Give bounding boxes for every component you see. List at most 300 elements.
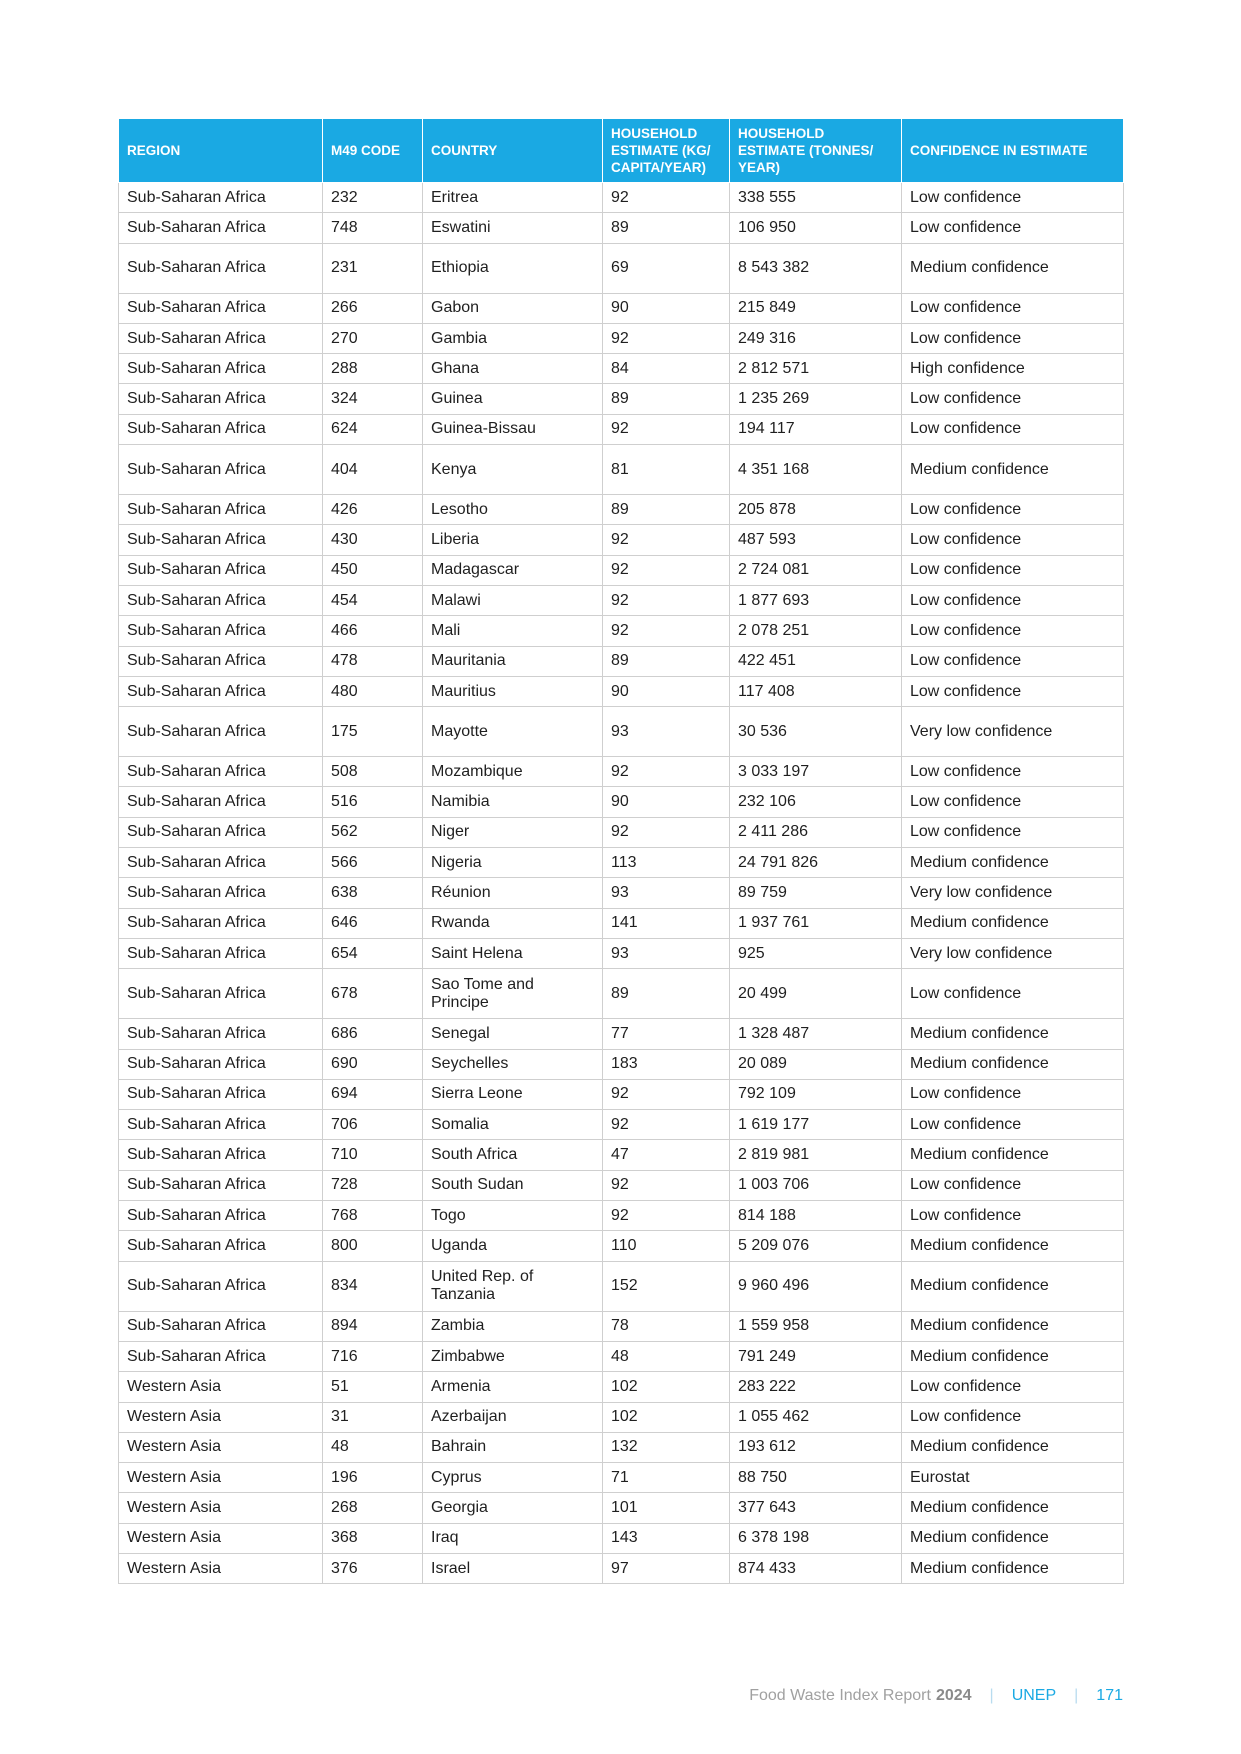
table-row [119, 646, 1124, 676]
cell-m49-code: 516 [323, 787, 423, 817]
table-row [119, 585, 1124, 615]
table-row [119, 183, 1124, 213]
cell-region: Sub-Saharan Africa [119, 1231, 323, 1261]
footer-report-year: 2024 [935, 1687, 972, 1704]
cell-region: Sub-Saharan Africa [119, 323, 323, 353]
cell-region: Sub-Saharan Africa [119, 1341, 323, 1371]
table-row [119, 1553, 1124, 1583]
table-body [119, 183, 1124, 1584]
cell-region: Sub-Saharan Africa [119, 1261, 323, 1311]
footer-org: UNEP [1011, 1687, 1057, 1704]
cell-household-kg: 102 [603, 1372, 730, 1402]
cell-household-tonnes: 1 055 462 [730, 1402, 902, 1432]
table-row [119, 848, 1124, 878]
table-header-row [119, 119, 1124, 183]
cell-household-kg: 90 [603, 293, 730, 323]
cell-confidence: Medium confidence [902, 1231, 1124, 1261]
cell-household-kg: 141 [603, 908, 730, 938]
cell-confidence: Medium confidence [902, 908, 1124, 938]
cell-m49-code: 232 [323, 183, 423, 213]
cell-confidence: Medium confidence [902, 243, 1124, 293]
cell-household-kg: 113 [603, 848, 730, 878]
cell-m49-code: 728 [323, 1170, 423, 1200]
cell-household-kg: 110 [603, 1231, 730, 1261]
cell-m49-code: 270 [323, 323, 423, 353]
cell-region: Sub-Saharan Africa [119, 414, 323, 444]
cell-confidence: Low confidence [902, 414, 1124, 444]
cell-confidence: Medium confidence [902, 1049, 1124, 1079]
cell-household-tonnes: 5 209 076 [730, 1231, 902, 1261]
cell-region: Sub-Saharan Africa [119, 676, 323, 706]
cell-household-tonnes: 1 235 269 [730, 384, 902, 414]
cell-country: Mozambique [423, 757, 603, 787]
cell-country: United Rep. of Tanzania [423, 1261, 603, 1311]
cell-country: South Sudan [423, 1170, 603, 1200]
cell-region: Sub-Saharan Africa [119, 646, 323, 676]
cell-household-tonnes: 9 960 496 [730, 1261, 902, 1311]
cell-m49-code: 508 [323, 757, 423, 787]
cell-confidence: Low confidence [902, 787, 1124, 817]
cell-household-kg: 97 [603, 1553, 730, 1583]
cell-household-tonnes: 24 791 826 [730, 848, 902, 878]
table-row [119, 1019, 1124, 1049]
cell-household-tonnes: 249 316 [730, 323, 902, 353]
cell-household-tonnes: 8 543 382 [730, 243, 902, 293]
table-row [119, 1523, 1124, 1553]
cell-household-tonnes: 117 408 [730, 676, 902, 706]
cell-region: Western Asia [119, 1432, 323, 1462]
cell-household-tonnes: 791 249 [730, 1341, 902, 1371]
cell-household-kg: 93 [603, 878, 730, 908]
cell-household-tonnes: 6 378 198 [730, 1523, 902, 1553]
cell-household-kg: 89 [603, 969, 730, 1019]
data-table [118, 118, 1124, 1584]
cell-household-tonnes: 1 877 693 [730, 585, 902, 615]
cell-confidence: Low confidence [902, 1372, 1124, 1402]
cell-m49-code: 646 [323, 908, 423, 938]
table-row [119, 323, 1124, 353]
cell-household-kg: 89 [603, 213, 730, 243]
cell-household-kg: 92 [603, 1201, 730, 1231]
cell-m49-code: 231 [323, 243, 423, 293]
cell-household-tonnes: 925 [730, 938, 902, 968]
cell-household-tonnes: 814 188 [730, 1201, 902, 1231]
cell-confidence: Low confidence [902, 1170, 1124, 1200]
table-row [119, 384, 1124, 414]
cell-household-kg: 93 [603, 938, 730, 968]
cell-confidence: Medium confidence [902, 1311, 1124, 1341]
cell-household-kg: 92 [603, 1170, 730, 1200]
cell-region: Sub-Saharan Africa [119, 183, 323, 213]
cell-household-kg: 89 [603, 495, 730, 525]
cell-region: Sub-Saharan Africa [119, 878, 323, 908]
cell-confidence: Very low confidence [902, 707, 1124, 757]
cell-m49-code: 706 [323, 1110, 423, 1140]
cell-m49-code: 710 [323, 1140, 423, 1170]
cell-household-tonnes: 2 819 981 [730, 1140, 902, 1170]
cell-confidence: Low confidence [902, 183, 1124, 213]
cell-country: Zambia [423, 1311, 603, 1341]
cell-country: Mauritania [423, 646, 603, 676]
cell-household-kg: 132 [603, 1432, 730, 1462]
cell-confidence: Medium confidence [902, 1140, 1124, 1170]
cell-country: Madagascar [423, 555, 603, 585]
cell-household-kg: 143 [603, 1523, 730, 1553]
cell-m49-code: 31 [323, 1402, 423, 1432]
cell-country: Lesotho [423, 495, 603, 525]
cell-household-tonnes: 88 750 [730, 1463, 902, 1493]
cell-region: Sub-Saharan Africa [119, 1170, 323, 1200]
cell-country: Sierra Leone [423, 1079, 603, 1109]
header-country: COUNTRY [423, 119, 603, 183]
cell-confidence: Low confidence [902, 495, 1124, 525]
cell-household-kg: 102 [603, 1402, 730, 1432]
cell-m49-code: 268 [323, 1493, 423, 1523]
cell-region: Sub-Saharan Africa [119, 757, 323, 787]
table-row [119, 1231, 1124, 1261]
cell-country: Georgia [423, 1493, 603, 1523]
table-row [119, 293, 1124, 323]
cell-region: Sub-Saharan Africa [119, 817, 323, 847]
cell-confidence: Low confidence [902, 676, 1124, 706]
cell-country: Uganda [423, 1231, 603, 1261]
header-confidence: CONFIDENCE IN ESTIMATE [902, 119, 1124, 183]
cell-region: Sub-Saharan Africa [119, 1311, 323, 1341]
table-row [119, 414, 1124, 444]
cell-m49-code: 638 [323, 878, 423, 908]
cell-household-tonnes: 193 612 [730, 1432, 902, 1462]
cell-confidence: Low confidence [902, 1110, 1124, 1140]
table-row [119, 817, 1124, 847]
cell-m49-code: 288 [323, 354, 423, 384]
cell-m49-code: 430 [323, 525, 423, 555]
cell-household-tonnes: 2 812 571 [730, 354, 902, 384]
cell-confidence: Medium confidence [902, 1432, 1124, 1462]
table-row [119, 757, 1124, 787]
cell-household-kg: 77 [603, 1019, 730, 1049]
cell-region: Sub-Saharan Africa [119, 293, 323, 323]
cell-confidence: Very low confidence [902, 938, 1124, 968]
cell-household-kg: 101 [603, 1493, 730, 1523]
cell-region: Sub-Saharan Africa [119, 1049, 323, 1079]
cell-confidence: Low confidence [902, 293, 1124, 323]
cell-m49-code: 768 [323, 1201, 423, 1231]
cell-m49-code: 686 [323, 1019, 423, 1049]
table-row [119, 445, 1124, 495]
cell-household-tonnes: 89 759 [730, 878, 902, 908]
cell-household-tonnes: 232 106 [730, 787, 902, 817]
cell-household-tonnes: 2 724 081 [730, 555, 902, 585]
cell-household-tonnes: 194 117 [730, 414, 902, 444]
table-row [119, 1079, 1124, 1109]
cell-household-kg: 78 [603, 1311, 730, 1341]
cell-region: Sub-Saharan Africa [119, 969, 323, 1019]
cell-country: Gabon [423, 293, 603, 323]
cell-country: Sao Tome and Principe [423, 969, 603, 1019]
cell-confidence: Medium confidence [902, 1341, 1124, 1371]
cell-country: Zimbabwe [423, 1341, 603, 1371]
cell-country: Mali [423, 616, 603, 646]
table-row [119, 1402, 1124, 1432]
cell-household-kg: 47 [603, 1140, 730, 1170]
cell-confidence: Low confidence [902, 555, 1124, 585]
cell-confidence: Low confidence [902, 757, 1124, 787]
cell-country: Somalia [423, 1110, 603, 1140]
table-row [119, 525, 1124, 555]
page-footer [749, 1687, 1123, 1705]
cell-country: Gambia [423, 323, 603, 353]
cell-household-kg: 89 [603, 646, 730, 676]
cell-household-kg: 90 [603, 787, 730, 817]
cell-household-kg: 48 [603, 1341, 730, 1371]
header-region: REGION [119, 119, 323, 183]
cell-region: Western Asia [119, 1523, 323, 1553]
cell-region: Sub-Saharan Africa [119, 213, 323, 243]
table-row [119, 676, 1124, 706]
cell-region: Western Asia [119, 1553, 323, 1583]
cell-confidence: Medium confidence [902, 1523, 1124, 1553]
cell-confidence: Low confidence [902, 213, 1124, 243]
table-row [119, 495, 1124, 525]
cell-household-tonnes: 2 411 286 [730, 817, 902, 847]
cell-confidence: Medium confidence [902, 848, 1124, 878]
cell-country: Nigeria [423, 848, 603, 878]
cell-region: Sub-Saharan Africa [119, 585, 323, 615]
cell-m49-code: 716 [323, 1341, 423, 1371]
cell-m49-code: 404 [323, 445, 423, 495]
cell-region: Sub-Saharan Africa [119, 555, 323, 585]
cell-country: Saint Helena [423, 938, 603, 968]
cell-m49-code: 894 [323, 1311, 423, 1341]
cell-m49-code: 566 [323, 848, 423, 878]
cell-confidence: Low confidence [902, 585, 1124, 615]
cell-confidence: Low confidence [902, 1402, 1124, 1432]
cell-household-tonnes: 1 937 761 [730, 908, 902, 938]
cell-household-tonnes: 422 451 [730, 646, 902, 676]
cell-m49-code: 562 [323, 817, 423, 847]
table-row [119, 787, 1124, 817]
table-row [119, 707, 1124, 757]
cell-confidence: Very low confidence [902, 878, 1124, 908]
cell-m49-code: 466 [323, 616, 423, 646]
cell-confidence: Low confidence [902, 646, 1124, 676]
cell-region: Sub-Saharan Africa [119, 1201, 323, 1231]
footer-separator: | [1074, 1687, 1079, 1704]
cell-household-tonnes: 377 643 [730, 1493, 902, 1523]
cell-confidence: Low confidence [902, 323, 1124, 353]
cell-m49-code: 426 [323, 495, 423, 525]
cell-m49-code: 678 [323, 969, 423, 1019]
cell-household-kg: 89 [603, 384, 730, 414]
cell-country: Israel [423, 1553, 603, 1583]
cell-region: Sub-Saharan Africa [119, 525, 323, 555]
cell-household-tonnes: 283 222 [730, 1372, 902, 1402]
cell-country: Iraq [423, 1523, 603, 1553]
table-row [119, 938, 1124, 968]
cell-household-kg: 92 [603, 323, 730, 353]
cell-household-tonnes: 338 555 [730, 183, 902, 213]
cell-household-tonnes: 874 433 [730, 1553, 902, 1583]
cell-m49-code: 48 [323, 1432, 423, 1462]
cell-m49-code: 266 [323, 293, 423, 323]
cell-household-tonnes: 3 033 197 [730, 757, 902, 787]
table-row [119, 1493, 1124, 1523]
cell-region: Sub-Saharan Africa [119, 848, 323, 878]
table-row [119, 878, 1124, 908]
cell-m49-code: 450 [323, 555, 423, 585]
cell-country: Réunion [423, 878, 603, 908]
footer-report-title: Food Waste Index Report [749, 1687, 931, 1704]
cell-household-tonnes: 1 619 177 [730, 1110, 902, 1140]
cell-country: Eritrea [423, 183, 603, 213]
cell-confidence: Medium confidence [902, 1019, 1124, 1049]
cell-confidence: Medium confidence [902, 1493, 1124, 1523]
table-row [119, 213, 1124, 243]
cell-region: Sub-Saharan Africa [119, 1140, 323, 1170]
table-row [119, 243, 1124, 293]
cell-country: Ethiopia [423, 243, 603, 293]
cell-country: Armenia [423, 1372, 603, 1402]
cell-country: Cyprus [423, 1463, 603, 1493]
cell-household-kg: 92 [603, 555, 730, 585]
cell-country: Rwanda [423, 908, 603, 938]
cell-household-kg: 183 [603, 1049, 730, 1079]
cell-household-tonnes: 2 078 251 [730, 616, 902, 646]
cell-household-kg: 92 [603, 817, 730, 847]
cell-region: Western Asia [119, 1372, 323, 1402]
cell-household-tonnes: 1 559 958 [730, 1311, 902, 1341]
cell-confidence: Medium confidence [902, 1553, 1124, 1583]
cell-m49-code: 196 [323, 1463, 423, 1493]
cell-country: South Africa [423, 1140, 603, 1170]
table-row [119, 1311, 1124, 1341]
cell-m49-code: 624 [323, 414, 423, 444]
cell-region: Western Asia [119, 1402, 323, 1432]
cell-confidence: Low confidence [902, 969, 1124, 1019]
cell-region: Sub-Saharan Africa [119, 1019, 323, 1049]
cell-household-tonnes: 20 499 [730, 969, 902, 1019]
header-household-tonnes: HOUSEHOLD ESTIMATE (TONNES/ YEAR) [730, 119, 902, 183]
cell-household-kg: 84 [603, 354, 730, 384]
cell-household-kg: 93 [603, 707, 730, 757]
cell-region: Sub-Saharan Africa [119, 616, 323, 646]
cell-m49-code: 376 [323, 1553, 423, 1583]
cell-country: Mauritius [423, 676, 603, 706]
cell-household-kg: 92 [603, 616, 730, 646]
cell-m49-code: 480 [323, 676, 423, 706]
cell-country: Seychelles [423, 1049, 603, 1079]
cell-m49-code: 324 [323, 384, 423, 414]
cell-region: Sub-Saharan Africa [119, 1079, 323, 1109]
table-row [119, 616, 1124, 646]
cell-region: Sub-Saharan Africa [119, 495, 323, 525]
cell-m49-code: 694 [323, 1079, 423, 1109]
cell-country: Ghana [423, 354, 603, 384]
table-row [119, 908, 1124, 938]
cell-household-kg: 92 [603, 1110, 730, 1140]
cell-confidence: Low confidence [902, 384, 1124, 414]
cell-m49-code: 690 [323, 1049, 423, 1079]
cell-household-tonnes: 215 849 [730, 293, 902, 323]
cell-m49-code: 175 [323, 707, 423, 757]
cell-m49-code: 368 [323, 1523, 423, 1553]
cell-m49-code: 478 [323, 646, 423, 676]
cell-household-tonnes: 1 328 487 [730, 1019, 902, 1049]
cell-region: Sub-Saharan Africa [119, 787, 323, 817]
cell-confidence: Low confidence [902, 1079, 1124, 1109]
table-row [119, 1049, 1124, 1079]
cell-country: Azerbaijan [423, 1402, 603, 1432]
cell-m49-code: 834 [323, 1261, 423, 1311]
table-row [119, 1201, 1124, 1231]
table-row [119, 969, 1124, 1019]
cell-household-tonnes: 4 351 168 [730, 445, 902, 495]
table-row [119, 555, 1124, 585]
cell-household-kg: 152 [603, 1261, 730, 1311]
cell-confidence: Low confidence [902, 1201, 1124, 1231]
cell-country: Kenya [423, 445, 603, 495]
table-row [119, 1463, 1124, 1493]
cell-m49-code: 454 [323, 585, 423, 615]
cell-household-kg: 69 [603, 243, 730, 293]
table-row [119, 1170, 1124, 1200]
cell-region: Sub-Saharan Africa [119, 908, 323, 938]
cell-confidence: Medium confidence [902, 445, 1124, 495]
cell-country: Bahrain [423, 1432, 603, 1462]
cell-confidence: Medium confidence [902, 1261, 1124, 1311]
cell-household-tonnes: 1 003 706 [730, 1170, 902, 1200]
cell-country: Namibia [423, 787, 603, 817]
cell-household-tonnes: 20 089 [730, 1049, 902, 1079]
table-row [119, 354, 1124, 384]
table-row [119, 1372, 1124, 1402]
cell-household-tonnes: 30 536 [730, 707, 902, 757]
header-m49-code: M49 CODE [323, 119, 423, 183]
cell-region: Sub-Saharan Africa [119, 707, 323, 757]
cell-country: Mayotte [423, 707, 603, 757]
cell-m49-code: 800 [323, 1231, 423, 1261]
cell-region: Western Asia [119, 1493, 323, 1523]
cell-household-kg: 92 [603, 757, 730, 787]
cell-country: Liberia [423, 525, 603, 555]
footer-separator: | [989, 1687, 994, 1704]
table-row [119, 1341, 1124, 1371]
cell-household-tonnes: 106 950 [730, 213, 902, 243]
cell-household-kg: 92 [603, 585, 730, 615]
table-row [119, 1261, 1124, 1311]
cell-region: Sub-Saharan Africa [119, 354, 323, 384]
cell-household-kg: 71 [603, 1463, 730, 1493]
table-row [119, 1110, 1124, 1140]
cell-m49-code: 654 [323, 938, 423, 968]
cell-region: Sub-Saharan Africa [119, 243, 323, 293]
cell-region: Sub-Saharan Africa [119, 938, 323, 968]
cell-confidence: Low confidence [902, 525, 1124, 555]
cell-m49-code: 748 [323, 213, 423, 243]
cell-household-tonnes: 205 878 [730, 495, 902, 525]
cell-m49-code: 51 [323, 1372, 423, 1402]
cell-region: Sub-Saharan Africa [119, 445, 323, 495]
cell-household-kg: 92 [603, 525, 730, 555]
cell-confidence: Eurostat [902, 1463, 1124, 1493]
cell-country: Senegal [423, 1019, 603, 1049]
cell-household-kg: 92 [603, 1079, 730, 1109]
table-row [119, 1432, 1124, 1462]
cell-region: Western Asia [119, 1463, 323, 1493]
footer-page-number: 171 [1096, 1687, 1123, 1704]
cell-household-kg: 81 [603, 445, 730, 495]
cell-country: Guinea-Bissau [423, 414, 603, 444]
